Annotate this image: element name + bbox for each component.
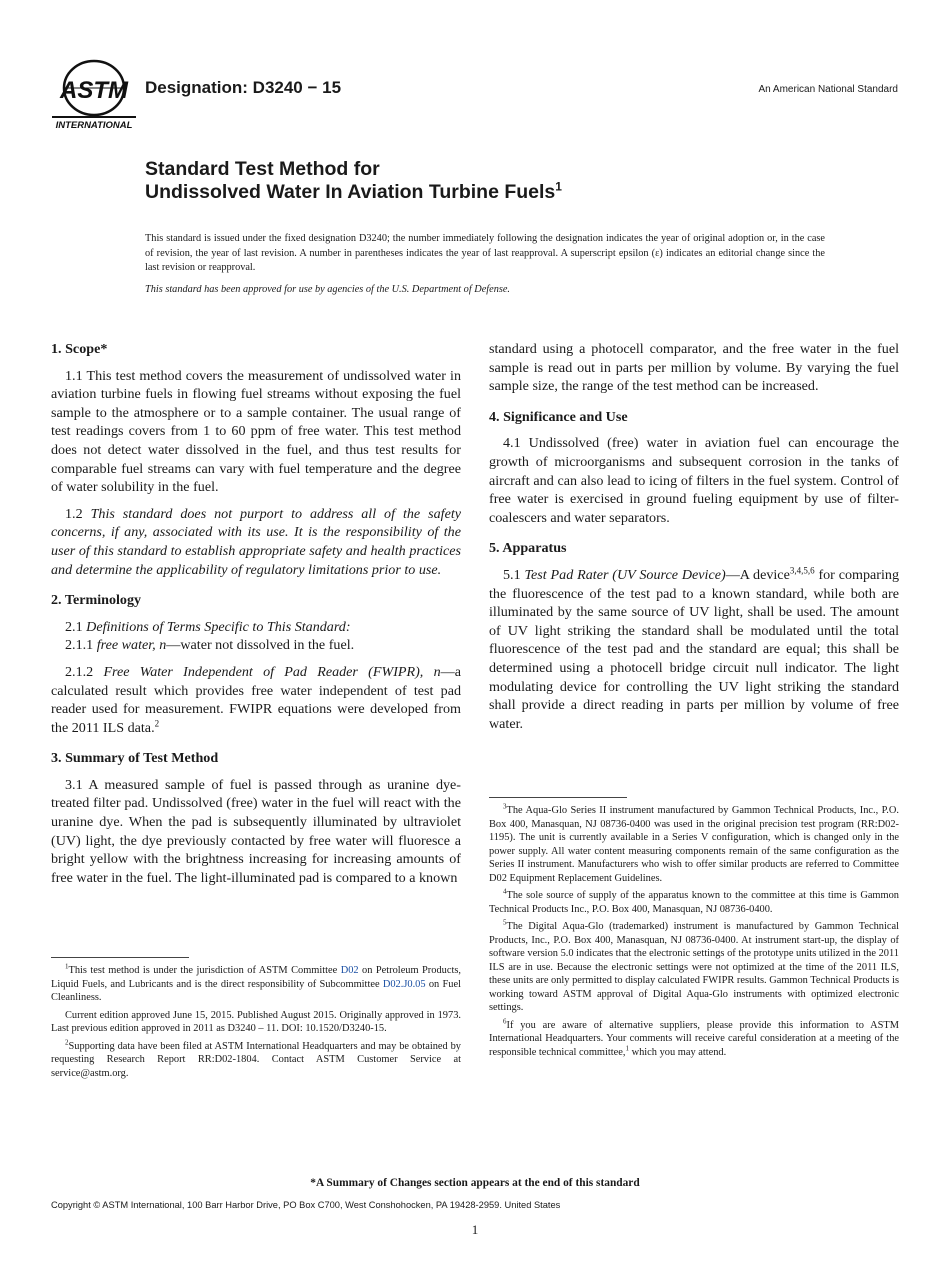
page-number: 1: [471, 1222, 479, 1237]
section-2-heading: 2. Terminology: [51, 592, 142, 609]
para-4-1: 4.1 Undissolved (free) water in aviation fuel can encourage the growth of microorganisms and subsequent corrosion in the tanks of aircraft and can also lead to icing of filters in the fuel system. Control of free water is exercised in ground fueling equipment by use of filter-coalescers and water separators.: [489, 435, 899, 526]
footnote-1-edition: Current edition approved June 15, 2015. Published August 2015. Originally approved in 1973. Last previous edition approved in 2011 as D3240 – 11. DOI: 10.1520/D3240-15.: [51, 1009, 461, 1034]
logo-text: ASTM: [60, 77, 128, 104]
left-column: [51, 340, 461, 887]
footnotes-left: [51, 964, 461, 1084]
copyright-line: Copyright © ASTM International, 100 Barr Harbor Drive, PO Box C700, West Conshohocken, PA 19428-2959. United States: [51, 1200, 561, 1210]
para-3-1: 3.1 A measured sample of fuel is passed through as uranine dye-treated filter pad. Undissolved (free) water in the fuel will react with the uranine dye. When the pad is subsequently illuminated by ultraviolet (UV) light, the dye previously contacted by free water will fluoresce a bright yellow with the brightness increasing for increasing amounts of free water in the fuel. The light-illuminated pad is compared to a known: [51, 776, 461, 886]
page-title: [145, 158, 845, 204]
section-5-heading: 5. Apparatus: [489, 540, 567, 557]
para-3-1-cont: standard using a photocell comparator, and the free water in the fuel sample is read out in parts per million by volume. By varying the fuel sample size, the range of the test method can be increased.: [489, 341, 899, 395]
para-2-1-1: 2.1.1 free water, n—water not dissolved in the fuel.: [65, 637, 355, 654]
section-3-heading: 3. Summary of Test Method: [51, 750, 219, 767]
para-1-2: 1.2 This standard does not purport to address all of the safety concerns, if any, associated with its use. It is the responsibility of the user of this standard to establish appropriate safety and health practices and determine the applicability of regulatory limitations prior to use.: [51, 505, 461, 578]
footnote-3: $^3$The Aqua-Glo Series II instrument manufactured by Gammon Technical Products, Inc., P.O. Box 400, Manasquan, NJ 08736-0400 was used in the original precision test program (RR:D02-1195). The unit is currently available in a Series V configuration, which is changed only in the power supply. All water content measuring components remain of the same configuration as the Series II instrument. Manufacturers who wish to offer similar products are referred to Committee D02 Equipment Replacement Guidelines.: [489, 802, 899, 884]
intro-paragraph: This standard is issued under the fixed designation D3240; the number immediately following the designation indicates the year of original adoption or, in the case of revision, the year of last revision. A number in parentheses indicates the year of last reapproval. A superscript epsilon (ε) indicates an editorial change since the last revision or reapproval.: [145, 233, 825, 274]
astm-logo: [52, 58, 136, 130]
footnote-4: $^4$The sole source of supply of the apparatus known to the committee at this time is Gammon Technical Products Inc., P.O. Box 400, Manasquan, NJ 08736-0400.: [489, 887, 899, 915]
logo-subtext: INTERNATIONAL: [55, 120, 133, 130]
title-line2: Undissolved Water In Aviation Turbine Fuels: [145, 181, 556, 203]
subcommittee-link[interactable]: D02.J0.05: [382, 978, 426, 990]
title-line1: Standard Test Method for: [145, 158, 380, 180]
para-1-1: 1.1 This test method covers the measurement of undissolved water in aviation turbine fuels in flowing fuel streams without exposing the fuel sample to the atmosphere or to a sample container. The usual range of test readings covers from 1 to 60 ppm of free water. This test method does not detect water dissolved in the fuel, and thus test results for comparable fuel streams can vary with fuel temperature and the degree of water solubility in the fuel.: [51, 367, 461, 496]
section-4-heading: 4. Significance and Use: [489, 408, 628, 425]
footnote-rule-left: [51, 957, 189, 958]
designation: Designation: D3240 − 15: [145, 78, 342, 97]
para-5-1: 5.1 Test Pad Rater (UV Source Device)—A device$^{3,4,5,6}$ for comparing the fluorescence of the test pad to a known standard, while both are illuminated by the same source of UV light, shall be used. The amount of UV light striking the standard shall be modulated until the total fluorescence of the test pad and the standard are equal; this shall be determined using a photocell bridge circuit null indicator. The light modulating device for controlling the UV light striking the standard shall provide a direct reading in parts per million by volume of free water.: [489, 565, 900, 732]
footnote-1: $^1$This test method is under the jurisdiction of ASTM Committee D02 on Petroleum Products, Liquid Fuels, and Lubricants and is the direct responsibility of Subcommittee D02.J0.05 on Fuel Cleanliness.: [51, 962, 461, 1003]
footnote-2: $^2$Supporting data have been filed at ASTM International Headquarters and may be obtained by requesting Research Report RR:D02-1804. Contact ASTM Customer Service at service@astm.org.: [51, 1038, 461, 1079]
title-footnote-ref: 1: [555, 179, 562, 194]
footnote-5: $^5$The Digital Aqua-Glo (trademarked) instrument is manufactured by Gammon Technical Products, Inc., P.O. Box 400, Manasquan, NJ 08736-0400. At instrument start-up, the display of software version 5.0 indicates that the electronic settings of the prototype units utilized in the 2011 ILS are in use. Because the electronic settings were not optimized at the time of the 2011 ILS, these units are only permitted to display calculated FWIPR results. Gammon Technical Products is working toward ASTM approval of Digital Aqua-Glo instruments with optimized electronic settings.: [489, 918, 900, 1013]
footnotes-right: [489, 804, 899, 1063]
section-1-heading: 1. Scope*: [51, 341, 108, 357]
footnote-6: $^6$If you are aware of alternative suppliers, please provide this information to ASTM International Headquarters. Your comments will receive careful consideration at a meeting of the responsible technical committee,$^1$ which you may attend.: [489, 1017, 899, 1058]
right-column: [489, 340, 899, 733]
para-2-1-2: 2.1.2 Free Water Independent of Pad Reader (FWIPR), n—a calculated result which provides free water independent of test pad reader used for measurement. FWIPR equations were developed from the 2011 ILS data.$^2$: [51, 663, 461, 736]
dod-note: This standard has been approved for use by agencies of the U.S. Department of Defense.: [145, 284, 511, 295]
committee-link[interactable]: D02: [340, 965, 359, 976]
footnote-rule-right: [489, 797, 627, 798]
national-standard-label: An American National Standard: [758, 84, 898, 95]
para-2-1: 2.1 Definitions of Terms Specific to This Standard:: [65, 618, 351, 635]
summary-of-changes-note: *A Summary of Changes section appears at the end of this standard: [310, 1177, 640, 1189]
